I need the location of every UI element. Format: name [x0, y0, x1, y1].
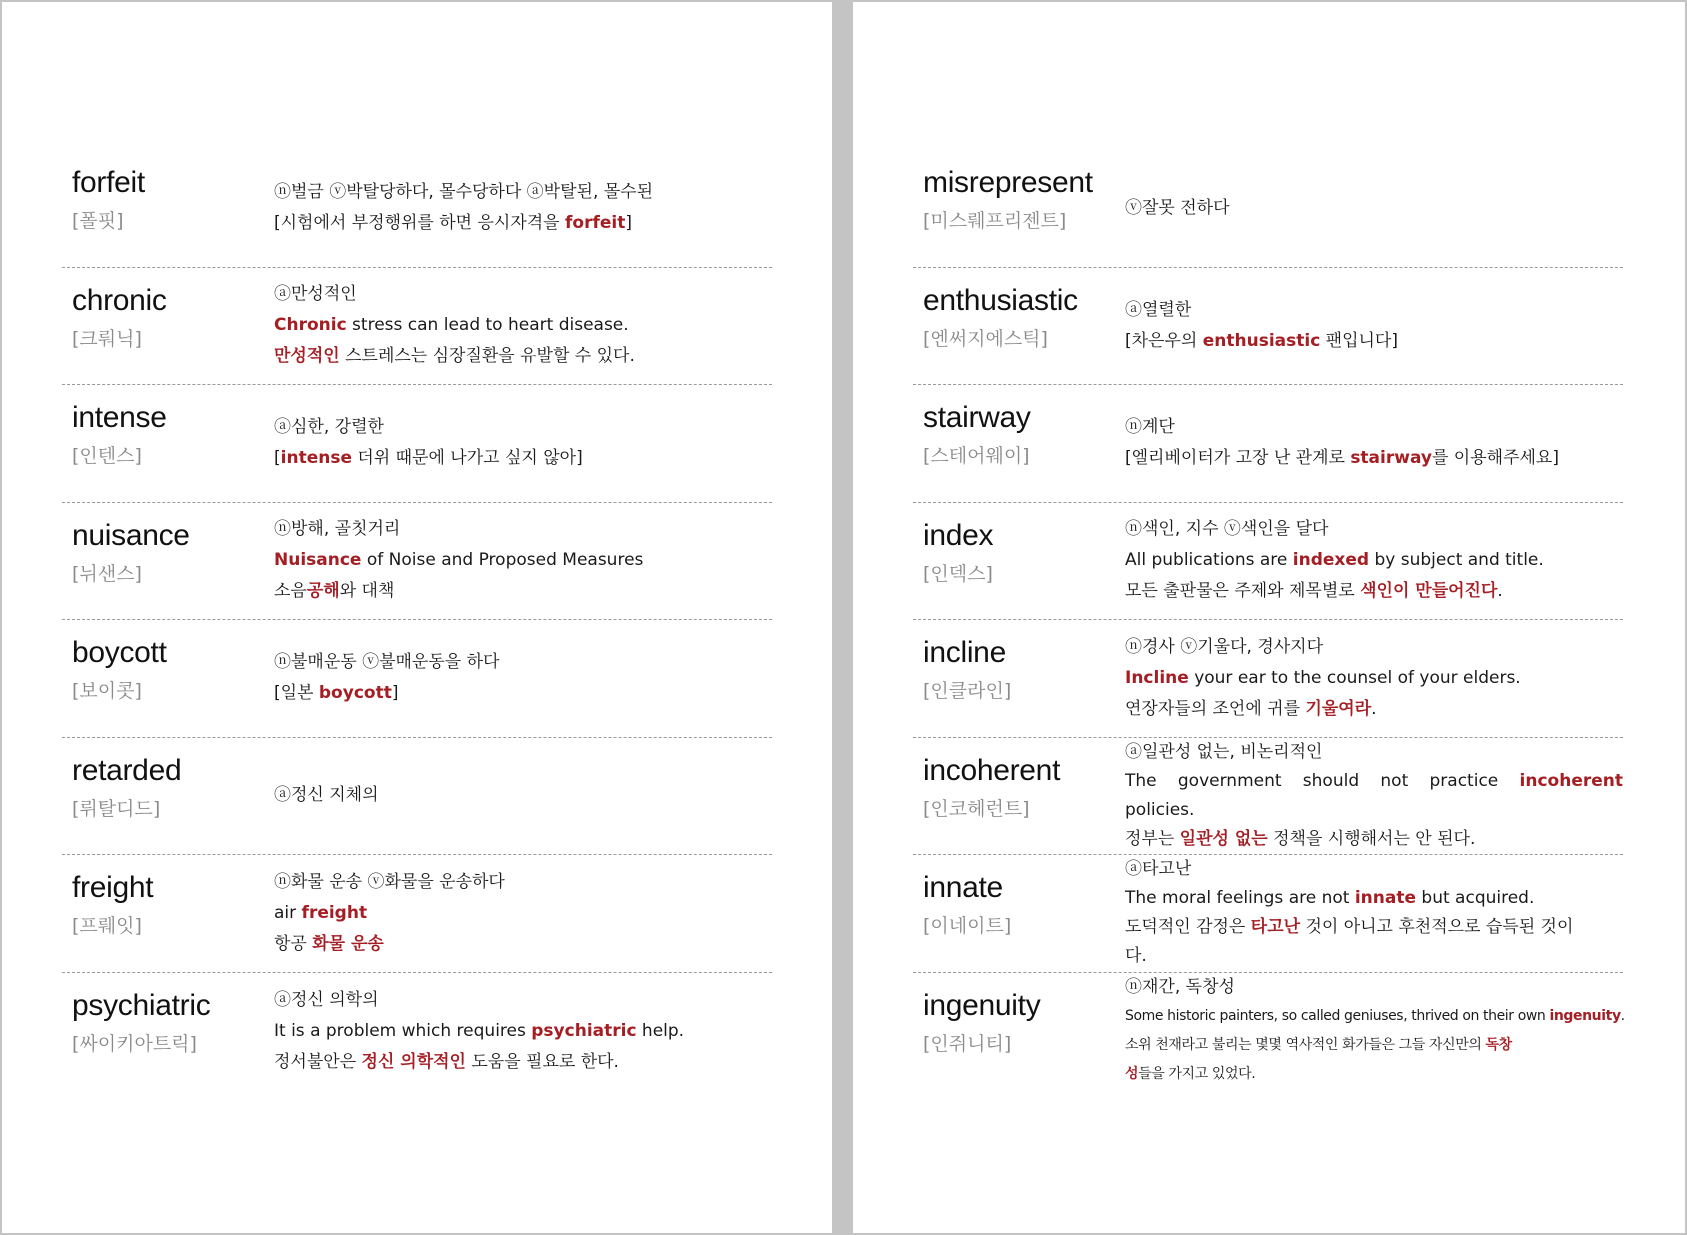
vocab-entry [62, 620, 772, 738]
pronunciation: [인덱스] [923, 562, 993, 585]
pronunciation: [뤼탈디드] [72, 797, 161, 820]
vocab-entry [913, 855, 1623, 973]
definition-line: ⓐ열렬한 [1125, 299, 1192, 320]
definition [1125, 385, 1623, 502]
definition-line: 모든 출판물은 주제와 제목별로 색인이 만들어진다. [1125, 581, 1503, 602]
pronunciation: [인클라인] [923, 680, 1012, 702]
pronunciation: [인텐스] [72, 445, 142, 467]
left-entry-list [62, 150, 772, 1090]
definition [274, 385, 772, 502]
headword: retarded [72, 753, 182, 787]
word-block [72, 871, 262, 938]
word-block [923, 636, 1113, 703]
vocab-entry [62, 268, 772, 386]
pronunciation: [미스뤠프리젠트] [923, 210, 1067, 232]
word-block [72, 519, 262, 586]
definition-line: ⓝ방해, 골칫거리 [274, 519, 401, 540]
definition [1125, 738, 1623, 855]
pronunciation: [엔써지에스틱] [923, 327, 1048, 350]
word-block [72, 989, 262, 1056]
word-block [923, 519, 1113, 586]
headword: enthusiastic [923, 283, 1078, 317]
vocab-entry [913, 738, 1623, 856]
headword: ingenuity [923, 988, 1041, 1022]
definition [1125, 150, 1623, 267]
headword: freight [72, 871, 154, 904]
definition-line: ⓝ색인, 지수 ⓥ색인을 달다 [1125, 519, 1329, 540]
headword: stairway [923, 401, 1031, 434]
word-block [72, 754, 262, 821]
definition-line: ⓐ정신 지체의 [274, 785, 379, 806]
right-page [853, 2, 1685, 1233]
definition-line: ⓝ화물 운송 ⓥ화물을 운송하다 [274, 871, 505, 892]
definition-line: Incline your ear to the counsel of your elders. [1125, 667, 1521, 688]
definition [274, 620, 772, 737]
headword: incline [923, 636, 1006, 669]
definition-line: 소위 천재라고 불리는 몇몇 역사적인 화가들은 그들 자신만의 독창 [1125, 1037, 1512, 1054]
definition-line: ⓝ경사 ⓥ기울다, 경사지다 [1125, 636, 1324, 657]
headword: index [923, 518, 994, 552]
right-entry-list [913, 150, 1623, 1090]
definition-line: 정부는 일관성 없는 정책을 시행해서는 안 된다. [1125, 828, 1476, 849]
definition-line: ⓐ만성적인 [274, 284, 357, 305]
definition-line: Chronic stress can lead to heart disease. [274, 315, 629, 336]
word-block [923, 401, 1113, 468]
definition [1125, 503, 1623, 620]
headword: forfeit [72, 166, 145, 199]
vocab-entry [62, 503, 772, 621]
definition-line: Some historic painters, so called geniuses, thrived on their own ingenuity. [1125, 1008, 1625, 1025]
definition-line: Nuisance of Noise and Proposed Measures [274, 550, 644, 571]
definition-line: ⓥ잘못 전하다 [1125, 197, 1230, 218]
headword: nuisance [72, 518, 190, 552]
vocab-entry [913, 973, 1623, 1091]
word-block [923, 871, 1113, 938]
definition [1125, 973, 1623, 1091]
definition [274, 268, 772, 385]
definition-line: ⓝ불매운동 ⓥ불매운동을 하다 [274, 652, 500, 673]
definition-line: 연장자들의 조언에 귀를 기울여라. [1125, 698, 1377, 719]
definition-line: It is a problem which requires psychiatric help. [274, 1020, 685, 1041]
left-page [2, 2, 832, 1233]
word-block [72, 401, 262, 468]
definition-line: ⓐ타고난 [1125, 859, 1192, 880]
definition-line: policies. [1125, 799, 1195, 820]
definition-line: [일본 boycott] [274, 683, 399, 704]
definition-line: The moral feelings are not innate but acquired. [1125, 888, 1535, 909]
vocab-entry [913, 620, 1623, 738]
pronunciation: [폴핏] [72, 210, 124, 232]
definition-line: ⓐ심한, 강렬한 [274, 417, 384, 438]
vocab-entry [913, 268, 1623, 386]
definition-line: 항공 화물 운송 [274, 933, 384, 954]
definition-line: 정서불안은 정신 의학적인 도움을 필요로 한다. [274, 1051, 619, 1072]
definition-line: ⓝ재간, 독창성 [1125, 977, 1235, 998]
pronunciation: [크뤄닉] [72, 327, 142, 350]
vocab-entry [62, 855, 772, 973]
definition-line: ⓐ정신 의학의 [274, 989, 379, 1010]
definition [1125, 620, 1623, 737]
definition-line: ⓐ일관성 없는, 비논리적인 [1125, 741, 1323, 762]
definition-line: [차은우의 enthusiastic 팬입니다] [1125, 330, 1398, 351]
definition [1125, 268, 1623, 385]
pronunciation: [보이콧] [72, 680, 142, 702]
definition-line: ⓝ벌금 ⓥ박탈당하다, 몰수당하다 ⓐ박탈된, 몰수된 [274, 182, 654, 203]
vocab-entry [62, 385, 772, 503]
headword: psychiatric [72, 988, 211, 1022]
pronunciation: [싸이키아트릭] [72, 1032, 197, 1055]
definition-line: 도덕적인 감정은 타고난 것이 아니고 후천적으로 습득된 것이 [1125, 917, 1574, 938]
word-block [923, 166, 1113, 233]
headword: incoherent [923, 753, 1061, 787]
pronunciation: [인쥐니티] [923, 1032, 1012, 1055]
vocab-entry [62, 973, 772, 1091]
vocab-entry [913, 150, 1623, 268]
definition [274, 973, 772, 1091]
definition-line: 소음공해와 대책 [274, 581, 395, 602]
definition [274, 150, 772, 267]
pronunciation: [인코헤런트] [923, 797, 1030, 820]
definition-line: [intense 더위 때문에 나가고 싶지 않아] [274, 448, 583, 469]
definition-line: 성들을 가지고 있었다. [1125, 1066, 1256, 1083]
word-block [923, 284, 1113, 351]
definition-line: 만성적인 스트레스는 심장질환을 유발할 수 있다. [274, 346, 635, 367]
definition-line: The government should not practice incoherent [1125, 770, 1623, 791]
word-block [72, 636, 262, 703]
definition [1125, 855, 1623, 972]
headword: innate [923, 871, 1003, 904]
vocab-entry [62, 738, 772, 856]
definition [274, 738, 772, 855]
vocab-entry [62, 150, 772, 268]
headword: misrepresent [923, 166, 1093, 199]
definition-line: 다. [1125, 946, 1147, 967]
vocab-entry [913, 385, 1623, 503]
definition-line: All publications are indexed by subject and title. [1125, 550, 1544, 571]
pronunciation: [스테어웨이] [923, 445, 1030, 467]
word-block [72, 284, 262, 351]
definition [274, 855, 772, 972]
headword: chronic [72, 283, 167, 317]
pronunciation: [뉘샌스] [72, 562, 142, 585]
definition-line: [시험에서 부정행위를 하면 응시자격을 forfeit] [274, 213, 632, 234]
word-block [923, 754, 1113, 821]
definition-line: air freight [274, 902, 368, 923]
definition-line: ⓝ계단 [1125, 417, 1175, 438]
pronunciation: [프뤠잇] [72, 915, 142, 937]
definition-line: [엘리베이터가 고장 난 관계로 stairway를 이용해주세요] [1125, 448, 1559, 469]
word-block [923, 989, 1113, 1056]
definition [274, 503, 772, 620]
headword: boycott [72, 636, 167, 669]
headword: intense [72, 401, 167, 434]
pronunciation: [이네이트] [923, 915, 1012, 937]
vocab-entry [913, 503, 1623, 621]
word-block [72, 166, 262, 233]
